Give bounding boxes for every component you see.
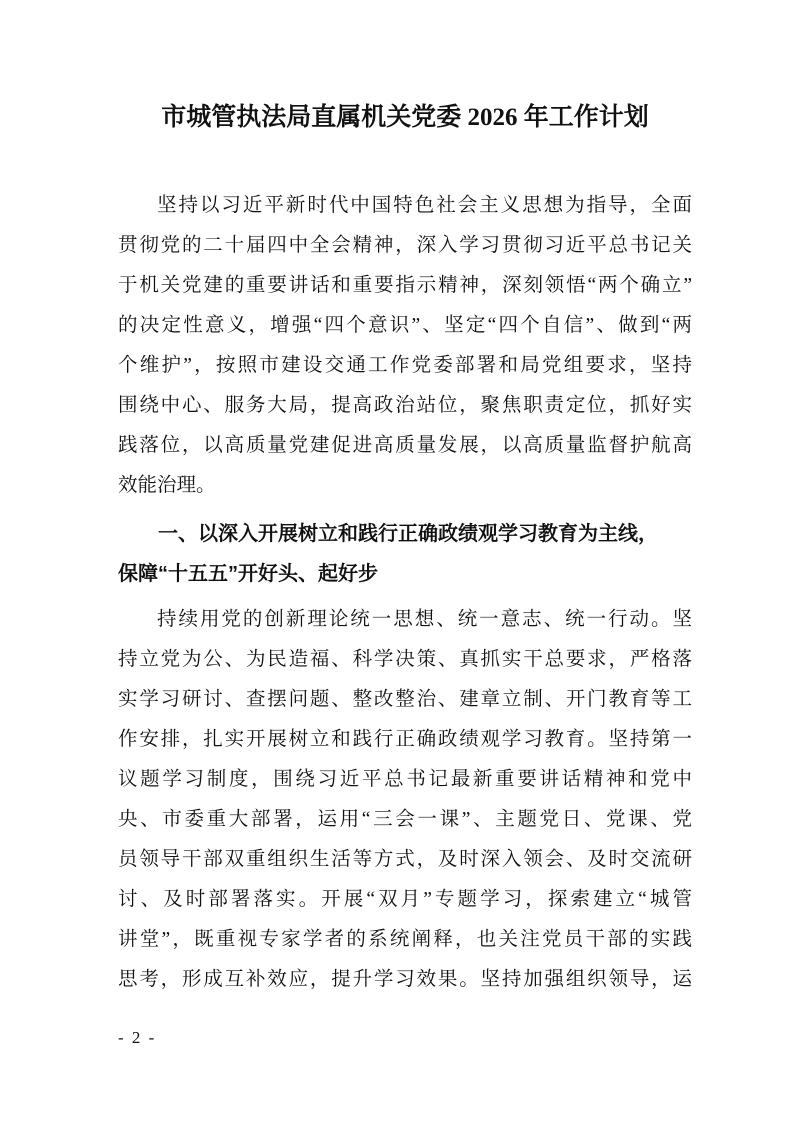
- heading-line: 保障“十五五”开好头、起好步: [118, 563, 378, 585]
- text-line: 坚持以习近平新时代中国特色社会主义思想为指导，全面: [157, 195, 692, 216]
- text-line: 讨、及时部署落实。开展“双月”专题学习，探索建立“城管: [118, 889, 692, 910]
- text-line: 员领导干部双重组织生活等方式，及时深入领会、及时交流研: [118, 849, 692, 870]
- section-heading: [118, 514, 692, 594]
- text-line: 的决定性意义，增强“四个意识”、坚定“四个自信”、做到“两: [118, 315, 692, 336]
- heading-line: 一、以深入开展树立和践行正确政绩观学习教育为主线，: [158, 523, 658, 545]
- text-line: 议题学习制度，围绕习近平总书记最新重要讲话精神和党中: [118, 769, 692, 790]
- text-line: 讲堂”，既重视专家学者的系统阐释，也关注党员干部的实践: [118, 929, 692, 950]
- text-line: 于机关党建的重要讲话和重要指示精神，深刻领悟“两个确立”: [118, 275, 692, 296]
- text-line: 效能治理。: [118, 475, 216, 496]
- text-line: 思考，形成互补效应，提升学习效果。坚持加强组织领导，运: [118, 969, 692, 990]
- page-number: - 2 -: [118, 1028, 157, 1047]
- text-line: 围绕中心、服务大局，提高政治站位，聚焦职责定位，抓好实: [118, 395, 692, 416]
- text-line: 作安排，扎实开展树立和践行正确政绩观学习教育。坚持第一: [118, 729, 692, 750]
- document-content: [118, 0, 692, 1000]
- text-line: 持续用党的创新理论统一思想、统一意志、统一行动。坚: [157, 609, 692, 630]
- paragraph-section: [118, 600, 692, 1000]
- text-line: 央、市委重大部署，运用“三会一课”、主题党日、党课、党: [118, 809, 692, 830]
- text-line: 实学习研讨、查摆问题、整改整治、建章立制、开门教育等工: [118, 689, 692, 710]
- text-line: 贯彻党的二十届四中全会精神，深入学习贯彻习近平总书记关: [118, 235, 692, 256]
- text-line: 践落位，以高质量党建促进高质量发展，以高质量监督护航高: [118, 435, 692, 456]
- text-line: 个维护”，按照市建设交通工作党委部署和局党组要求，坚持: [118, 355, 692, 376]
- paragraph-intro: [118, 186, 692, 506]
- text-line: 持立党为公、为民造福、科学决策、真抓实干总要求，严格落: [118, 649, 692, 670]
- document-title: 市城管执法局直属机关党委 2026 年工作计划: [161, 104, 649, 131]
